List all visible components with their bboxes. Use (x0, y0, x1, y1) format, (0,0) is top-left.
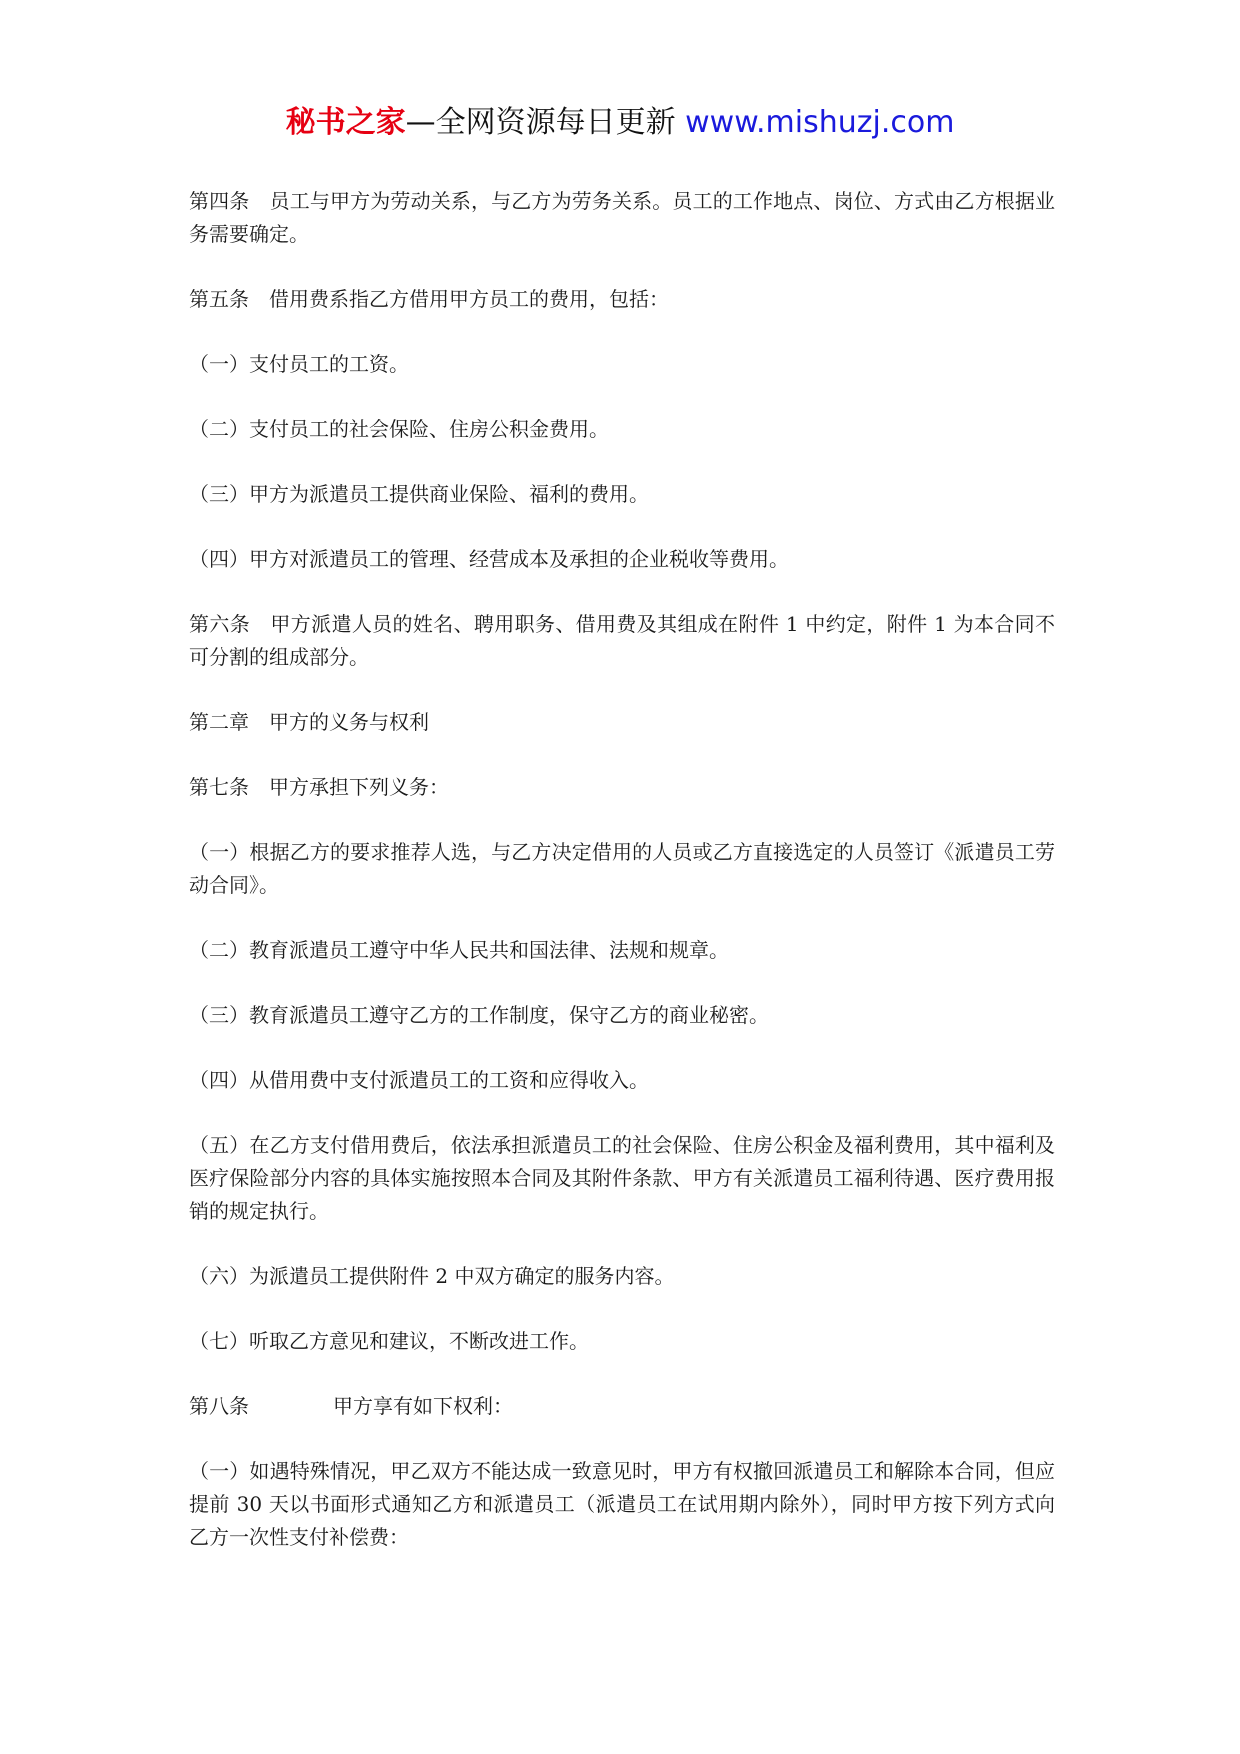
document-body (189, 185, 1055, 1586)
article-7-item-7: （七）听取乙方意见和建议，不断改进工作。 (189, 1329, 589, 1353)
article-5-item-2: （二）支付员工的社会保险、住房公积金费用。 (189, 417, 609, 441)
article-number: 第四条 (189, 189, 250, 213)
article-7-item-4: （四）从借用费中支付派遣员工的工资和应得收入。 (189, 1068, 649, 1092)
article-number: 第五条 (189, 287, 249, 311)
article-text: 甲方派遣人员的姓名、聘用职务、借用费及其组成在附件 1 中约定，附件 1 为本合同不可分割的组成部分。 (189, 612, 1055, 669)
article-8-item-1: （一）如遇特殊情况，甲乙双方不能达成一致意见时，甲方有权撤回派遣员工和解除本合同，但应提前 30 天以书面形式通知乙方和派遣员工（派遣员工在试用期内除外），同时甲方按下列方式向乙方一次性支付补偿费： (189, 1459, 1055, 1549)
article-text: 甲方承担下列义务： (269, 775, 449, 799)
chapter-title: 甲方的义务与权利 (269, 710, 429, 734)
article-number: 第八条 (189, 1394, 249, 1418)
article-number: 第六条 (189, 612, 251, 636)
article-text: 借用费系指乙方借用甲方员工的费用，包括： (269, 287, 669, 311)
article-4 (189, 185, 1055, 251)
chapter-2-heading (189, 706, 1055, 739)
article-6 (189, 608, 1055, 674)
article-5-item-4: （四）甲方对派遣员工的管理、经营成本及承担的企业税收等费用。 (189, 547, 789, 571)
chapter-number: 第二章 (189, 710, 249, 734)
brand-name: 秘书之家 (285, 105, 406, 140)
article-7-item-6: （六）为派遣员工提供附件 2 中双方确定的服务内容。 (189, 1264, 675, 1288)
article-5-item-3: （三）甲方为派遣员工提供商业保险、福利的费用。 (189, 482, 649, 506)
article-number: 第七条 (189, 775, 249, 799)
article-7 (189, 771, 1055, 804)
site-url-link[interactable]: www.mishuzj.com (685, 105, 955, 140)
article-7-item-2: （二）教育派遣员工遵守中华人民共和国法律、法规和规章。 (189, 938, 729, 962)
header-tagline: —全网资源每日更新 (405, 105, 676, 140)
site-header (0, 100, 1240, 146)
article-5 (189, 283, 1055, 316)
article-text: 甲方享有如下权利： (333, 1394, 513, 1418)
article-text: 员工与甲方为劳动关系，与乙方为劳务关系。员工的工作地点、岗位、方式由乙方根据业务需要确定。 (189, 189, 1056, 246)
article-5-item-1: （一）支付员工的工资。 (189, 352, 409, 376)
article-7-item-5: （五）在乙方支付借用费后，依法承担派遣员工的社会保险、住房公积金及福利费用，其中福利及医疗保险部分内容的具体实施按照本合同及其附件条款、甲方有关派遣员工福利待遇、医疗费用报销的规定执行。 (189, 1133, 1055, 1223)
article-8 (189, 1390, 1055, 1423)
article-7-item-3: （三）教育派遣员工遵守乙方的工作制度，保守乙方的商业秘密。 (189, 1003, 769, 1027)
article-7-item-1: （一）根据乙方的要求推荐人选，与乙方决定借用的人员或乙方直接选定的人员签订《派遣员工劳动合同》。 (189, 840, 1055, 897)
